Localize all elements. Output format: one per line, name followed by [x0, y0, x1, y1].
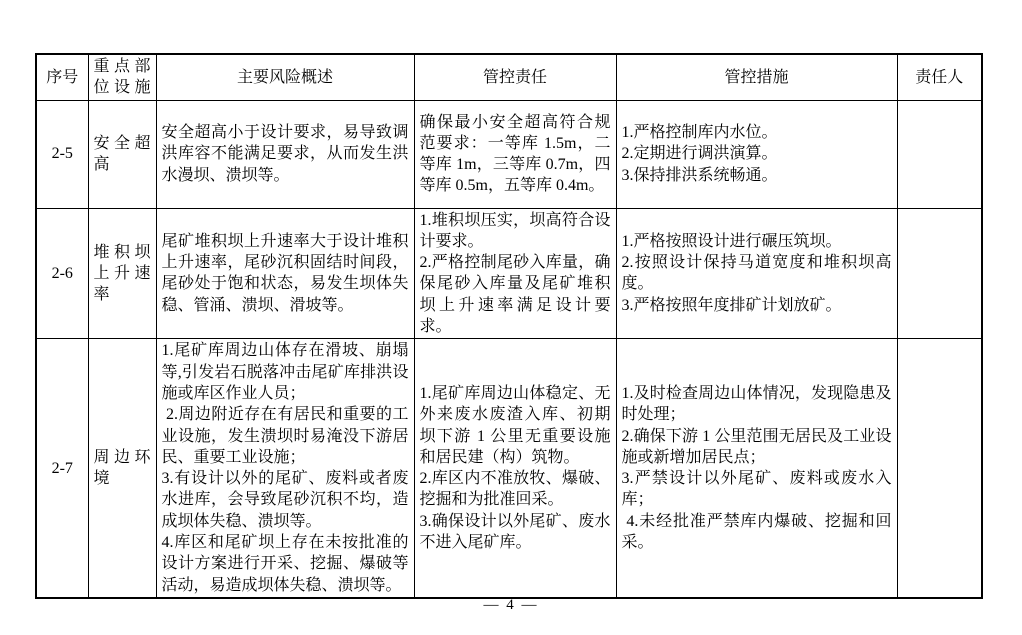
header-person: 责任人 — [897, 54, 982, 100]
cell-responsibility — [414, 339, 616, 598]
risk-paragraph: 尾矿堆积坝上升速率大于设计堆积上升速率，尾砂沉积固结时间段，尾砂处于饱和状态，易发生坝体失稳、管涌、溃坝、滑坡等。 — [161, 232, 409, 314]
responsibility-paragraph: 2.严格控制尾砂入库量，确保尾砂入库量及尾矿堆积坝上升速率满足设计要求。 — [419, 254, 611, 336]
measure-paragraph: 1.及时检查周边山体情况，发现隐患及时处理； — [621, 384, 892, 424]
measure-paragraph: 3.严禁设计以外尾矿、废料或废水入库； — [621, 470, 892, 509]
cell-responsibility — [414, 208, 616, 339]
cell-measures — [616, 339, 897, 598]
risk-paragraph: 4.库区和尾矿坝上存在未按批准的设计方案进行开采、挖掘、爆破等活动，易造成坝体失稳、溃坝等。 — [161, 534, 409, 594]
risk-paragraph: 3.有设计以外的尾矿、废料或者废水进库，会导致尾砂沉积不均，造成坝体失稳、溃坝等。 — [161, 470, 409, 530]
table-row — [36, 339, 982, 598]
responsibility-paragraph: 1.尾矿库周边山体稳定、无外来废水废渣入库、初期坝下游 1 公里无重要设施和居民建（构）筑物。 — [419, 384, 611, 466]
cell-facility: 周边环境 — [88, 339, 156, 598]
cell-person — [897, 208, 982, 339]
cell-person — [897, 339, 982, 598]
risk-paragraph: 1.尾矿库周边山体存在滑坡、崩塌等,引发岩石脱落冲击尾矿库排洪设施或库区作业人员； — [161, 342, 409, 402]
measure-paragraph: 1.严格控制库内水位。 — [621, 124, 778, 142]
measure-paragraph: 1.严格按照设计进行碾压筑坝。 — [621, 232, 842, 250]
header-risk: 主要风险概述 — [156, 54, 414, 100]
cell-facility: 堆积坝上升速率 — [88, 208, 156, 339]
header-measures: 管控措施 — [616, 54, 897, 100]
cell-measures — [616, 100, 897, 208]
cell-responsibility — [414, 100, 616, 208]
header-seq: 序号 — [36, 54, 88, 100]
responsibility-paragraph: 1.堆积坝压实，坝高符合设计要求。 — [419, 211, 611, 250]
risk-paragraph: 2.周边附近存在有居民和重要的工业设施，发生溃坝时易淹没下游居民、重要工业设施； — [161, 406, 409, 466]
measure-paragraph: 3.严格按照年度排矿计划放矿。 — [621, 296, 842, 314]
cell-person — [897, 100, 982, 208]
table-header-row — [36, 54, 982, 100]
cell-seq: 2-7 — [36, 339, 88, 598]
risk-paragraph: 安全超高小于设计要求，易导致调洪库容不能满足要求，从而发生洪水漫坝、溃坝等。 — [161, 124, 409, 184]
table-row — [36, 208, 982, 339]
cell-risk — [156, 100, 414, 208]
measure-paragraph: 2.确保下游 1 公里范围无居民及工业设施或新增加居民点； — [621, 427, 892, 466]
measure-paragraph: 2.按照设计保持马道宽度和堆积坝高度。 — [621, 254, 892, 293]
responsibility-paragraph: 2.库区内不准放牧、爆破、挖掘和为批准回采。 — [419, 470, 611, 509]
risk-control-table — [35, 53, 983, 599]
cell-facility: 安全超高 — [88, 100, 156, 208]
measure-paragraph: 4.未经批准严禁库内爆破、挖掘和回采。 — [621, 512, 892, 552]
cell-risk — [156, 208, 414, 339]
measure-paragraph: 2.定期进行调洪演算。 — [621, 145, 778, 163]
header-facility: 重点部位设施 — [88, 54, 156, 100]
measure-paragraph: 3.保持排洪系统畅通。 — [621, 166, 778, 184]
table-row — [36, 100, 982, 208]
cell-measures — [616, 208, 897, 339]
page-number: — 4 — — [483, 597, 539, 613]
cell-risk — [156, 339, 414, 598]
cell-seq: 2-6 — [36, 208, 88, 339]
responsibility-paragraph: 确保最小安全超高符合规范要求：一等库 1.5m，二等库 1m，三等库 0.7m，四等库 0.5m，五等库 0.4m。 — [419, 113, 611, 195]
cell-seq: 2-5 — [36, 100, 88, 208]
responsibility-paragraph: 3.确保设计以外尾矿、废水不进入尾矿库。 — [419, 512, 611, 552]
header-responsibility: 管控责任 — [414, 54, 616, 100]
